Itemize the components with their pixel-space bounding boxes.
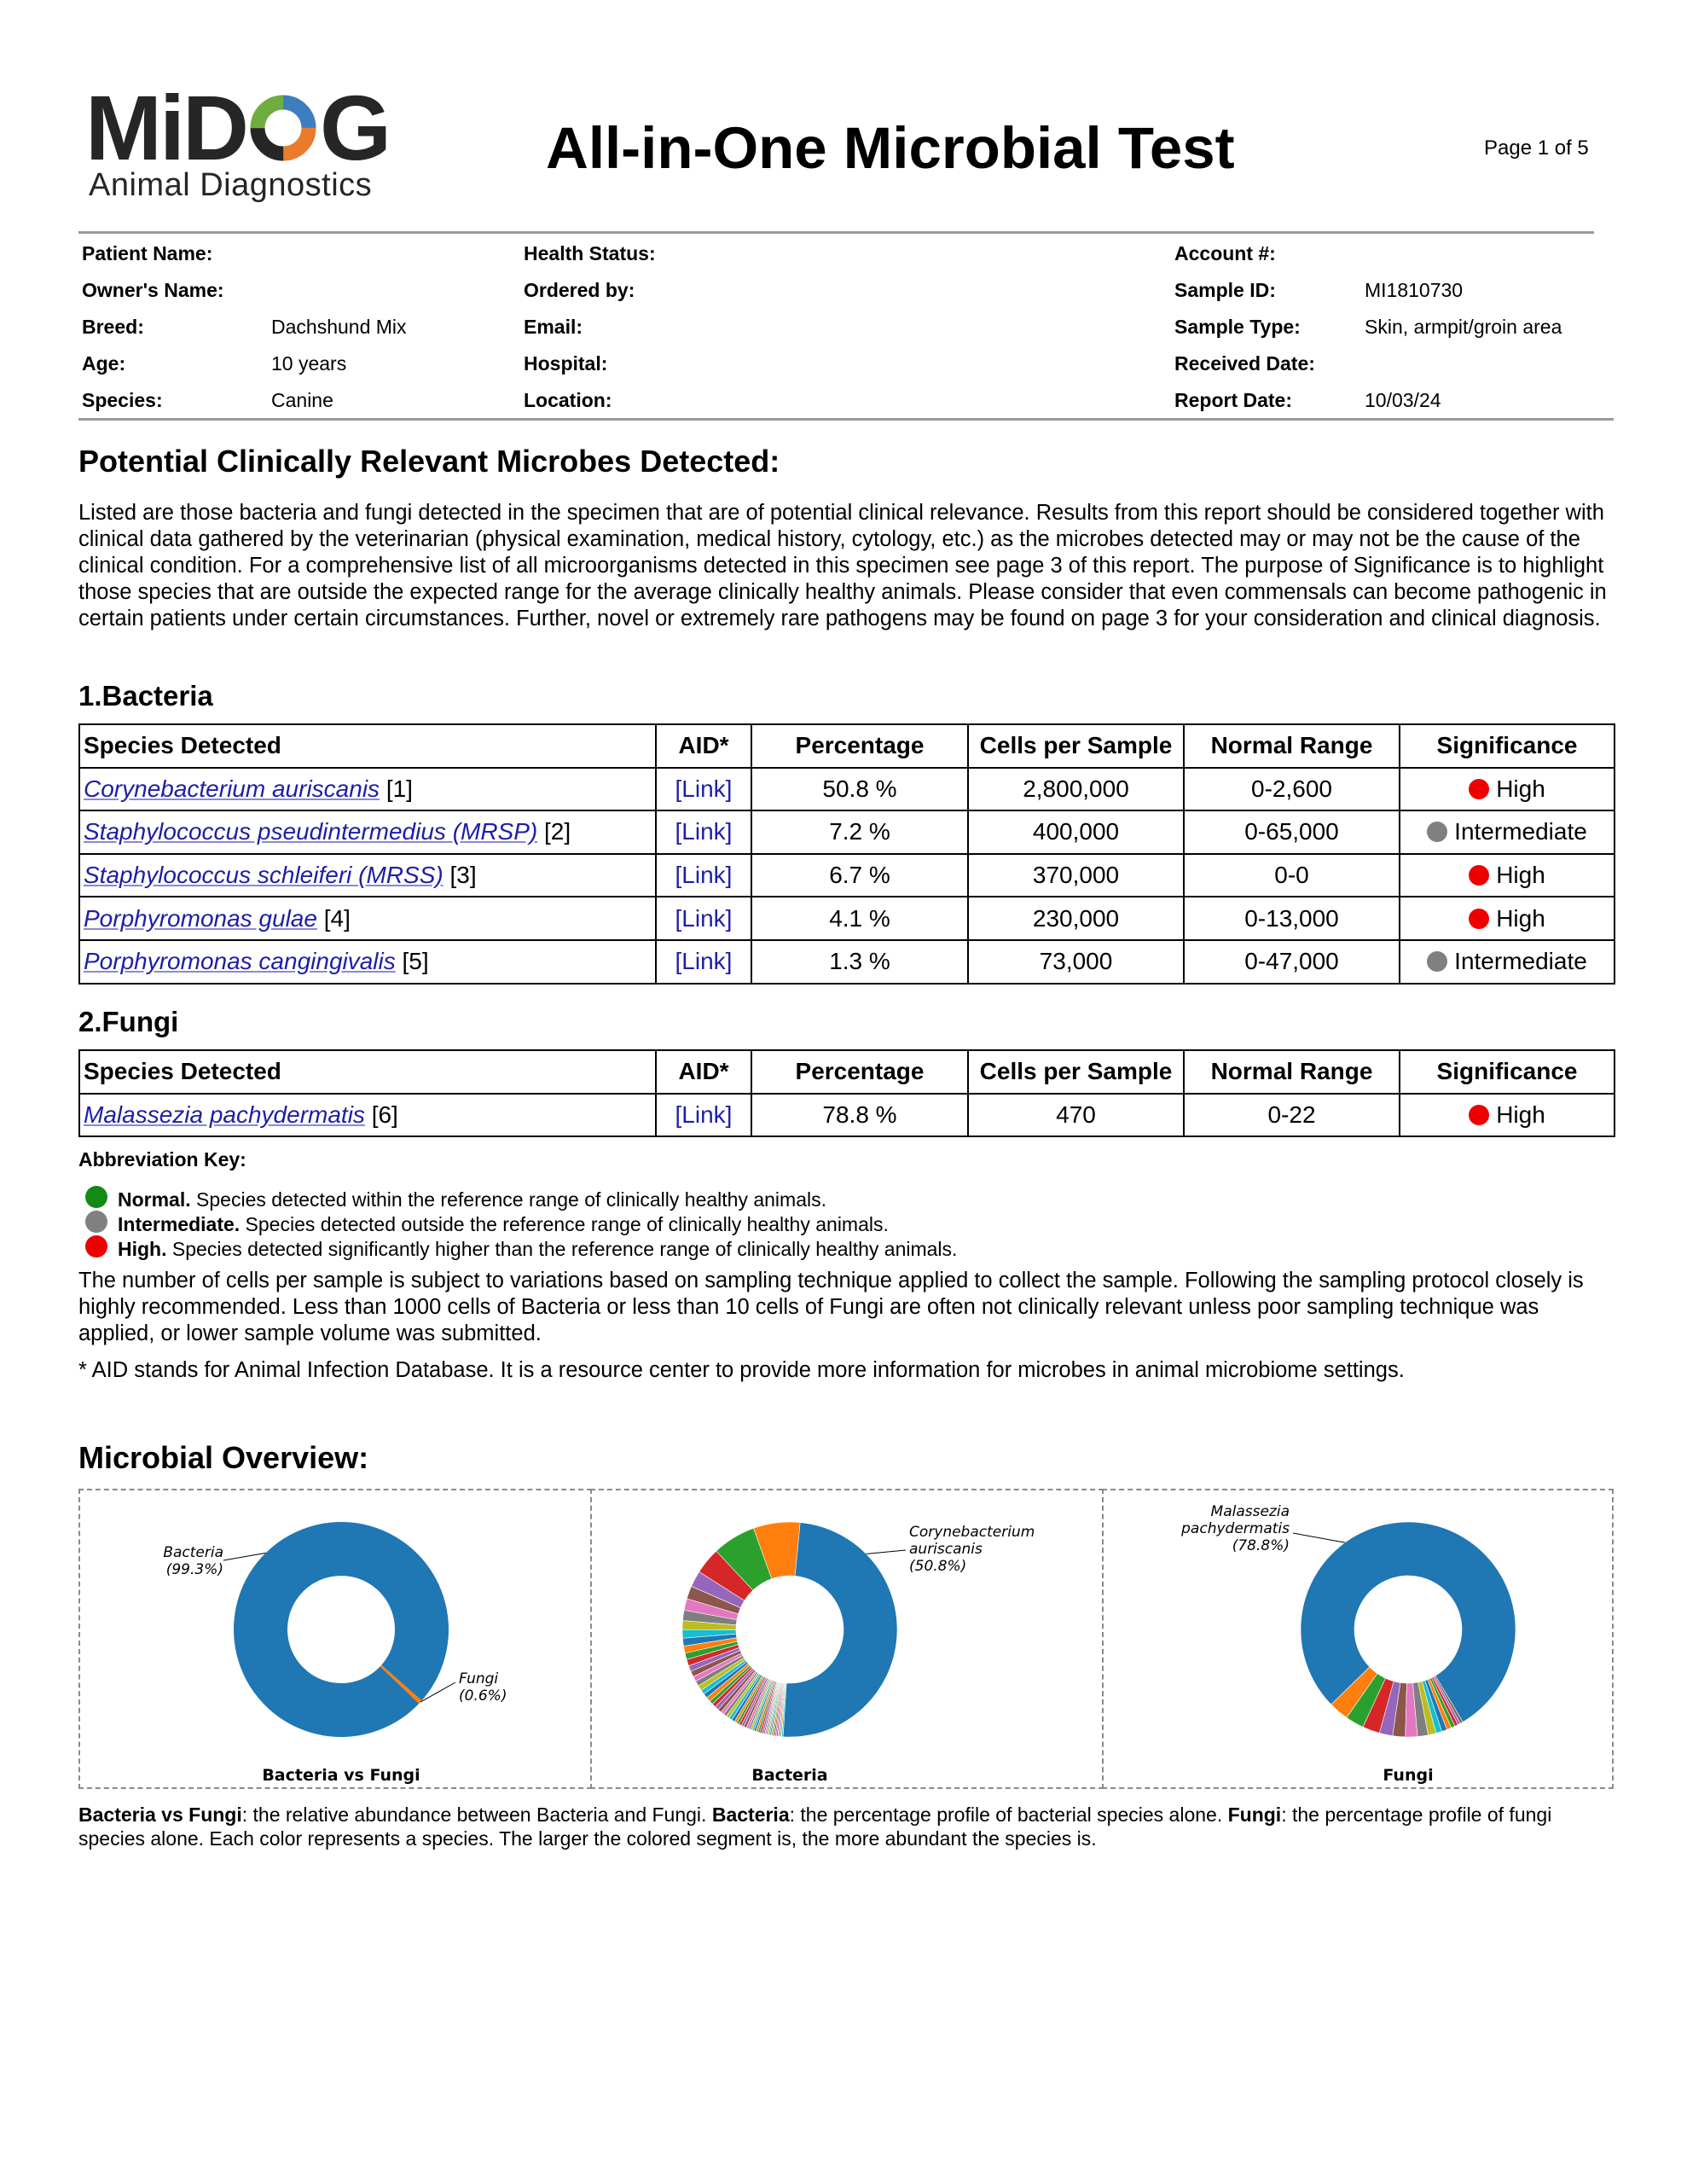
slice-label: Corynebacterium (909, 1524, 1035, 1541)
range-cell: 0-0 (1184, 854, 1400, 897)
col-significance-header: Significance (1400, 1050, 1615, 1094)
significance-cell (1400, 810, 1615, 854)
species-ref: [3] (449, 862, 477, 889)
key-term: Intermediate. (118, 1213, 241, 1235)
aid-link[interactable]: [Link] (675, 904, 733, 932)
info-value: MI1810730 (1365, 279, 1464, 301)
slice-label: Malassezia (1210, 1503, 1290, 1520)
slice-label: (78.8%) (1232, 1537, 1290, 1554)
significance-label: High (1496, 862, 1545, 889)
slice-label: auriscanis (909, 1541, 983, 1558)
info-label: Account #: (1174, 242, 1276, 264)
fungi-table (78, 1049, 1615, 1137)
col-significance-header: Significance (1400, 724, 1615, 768)
key-item (118, 1213, 889, 1236)
species-ref: [1] (386, 775, 413, 802)
significance-dot-icon (1427, 822, 1447, 842)
cells-cell: 2,800,000 (968, 768, 1184, 811)
info-label: Patient Name: (82, 242, 213, 264)
species-link[interactable]: Porphyromonas gulae (84, 904, 317, 932)
species-ref: [2] (544, 818, 571, 845)
cells-cell: 470 (968, 1094, 1184, 1137)
key-dot-icon (85, 1235, 107, 1258)
significance-dot-icon (1469, 865, 1489, 886)
col-range-header: Normal Range (1184, 724, 1400, 768)
species-ref: [6] (371, 1101, 398, 1128)
chart-title: Bacteria vs Fungi (262, 1766, 420, 1785)
info-value: Dachshund Mix (271, 316, 407, 338)
col-species-header: Species Detected (79, 724, 656, 768)
percentage-cell: 7.2 % (751, 810, 968, 854)
aid-cell (656, 940, 751, 984)
info-label: Ordered by: (524, 279, 635, 301)
info-label: Sample Type: (1174, 316, 1301, 338)
logo-ring-icon (248, 93, 318, 163)
key-dot-icon (85, 1186, 107, 1208)
caption-text: : the percentage profile of fungi species alone. Each color represents a species. The larger the colored segment is, the more abundant the species is. (78, 1804, 1552, 1850)
key-description: Species detected outside the reference range of clinically healthy animals. (240, 1213, 889, 1235)
logo-subtitle: Animal Diagnostics (89, 167, 373, 203)
caption-term: Fungi (1227, 1804, 1282, 1826)
significance-label: High (1496, 904, 1545, 932)
species-cell (79, 940, 656, 984)
col-cells-header: Cells per Sample (968, 724, 1184, 768)
info-label: Health Status: (524, 242, 656, 264)
aid-link[interactable]: [Link] (675, 862, 733, 889)
cells-cell: 370,000 (968, 854, 1184, 897)
range-cell: 0-65,000 (1184, 810, 1400, 854)
aid-link[interactable]: [Link] (675, 775, 733, 802)
col-aid-header: AID* (656, 1050, 751, 1094)
leader-line (1293, 1533, 1345, 1542)
significance-dot-icon (1469, 1105, 1489, 1125)
pie-slice (783, 1523, 897, 1737)
species-link[interactable]: Porphyromonas cangingivalis (84, 948, 396, 975)
significance-dot-icon (1469, 779, 1489, 799)
info-value: 10 years (271, 352, 347, 375)
percentage-cell: 4.1 % (751, 897, 968, 940)
fungi-heading: 2.Fungi (78, 1006, 179, 1037)
aid-link[interactable]: [Link] (675, 948, 733, 975)
detected-intro: Listed are those bacteria and fungi detected in the specimen that are of potential clinical relevance. Results from this report should be considered together with clinical data gathered by the veterinarian (physical examination, medical history, cytology, etc.) as the microbes detected may or may not be the cause of the clinical condition. For a comprehensive list of all microorganisms detected in this specimen see page 3 of this report. The purpose of Significance is to highlight those species that are outside the expected range for the average clinically healthy animals. Please consider that even commensals can become pathogenic in certain patients under certain circumstances. Further, novel or extremely rare pathogens may be found on page 3 for your consideration and clinical diagnosis. (78, 501, 1607, 630)
bacteria-table (78, 723, 1615, 985)
range-cell: 0-22 (1184, 1094, 1400, 1137)
slice-label: Bacteria (163, 1544, 223, 1561)
overview-caption (78, 1803, 1614, 1850)
range-cell: 0-13,000 (1184, 897, 1400, 940)
info-label: Breed: (82, 316, 144, 338)
significance-cell (1400, 854, 1615, 897)
significance-dot-icon (1427, 951, 1447, 972)
aid-cell (656, 854, 751, 897)
info-label: Sample ID: (1174, 279, 1276, 301)
cells-note: The number of cells per sample is subject to variations based on sampling technique applied to collect the sample. Following the sampling protocol closely is highly recommended. Less than 1000 cells of Bacteria or less than 10 cells of Fungi are often not clinically relevant unless poor sampling technique was applied, or lower sample volume was submitted. (78, 1269, 1584, 1345)
species-ref: [5] (402, 948, 429, 975)
logo-text-d: D (182, 76, 246, 179)
aid-cell (656, 897, 751, 940)
caption-term: Bacteria vs Fungi (78, 1804, 242, 1826)
significance-cell (1400, 768, 1615, 811)
species-cell (79, 810, 656, 854)
fungi-chart (1104, 1490, 1612, 1787)
info-label: Species: (82, 389, 163, 411)
slice-label: Fungi (459, 1670, 499, 1687)
aid-link[interactable]: [Link] (675, 818, 733, 845)
info-label: Hospital: (524, 352, 608, 375)
percentage-cell: 78.8 % (751, 1094, 968, 1137)
slice-label: (0.6%) (459, 1687, 507, 1705)
species-cell (79, 897, 656, 940)
table-row (79, 940, 1615, 984)
significance-label: Intermediate (1454, 948, 1587, 975)
page-number: Page 1 of 5 (1484, 136, 1589, 160)
logo-text-g: G (319, 76, 389, 179)
species-link[interactable]: Staphylococcus pseudintermedius (MRSP) (84, 818, 538, 845)
significance-cell (1400, 897, 1615, 940)
info-value: 10/03/24 (1365, 389, 1441, 411)
header-divider (78, 231, 1594, 234)
midog-logo (85, 76, 389, 179)
bacteria-chart (592, 1490, 1102, 1787)
aid-cell (656, 1094, 751, 1137)
significance-label: Intermediate (1454, 818, 1587, 845)
aid-note: * AID stands for Animal Infection Database. It is a resource center to provide more information for microbes in animal microbiome settings. (78, 1358, 1405, 1382)
table-row (79, 897, 1615, 940)
range-cell: 0-47,000 (1184, 940, 1400, 984)
range-cell: 0-2,600 (1184, 768, 1400, 811)
info-value: Skin, armpit/groin area (1365, 316, 1562, 338)
percentage-cell: 6.7 % (751, 854, 968, 897)
cells-cell: 400,000 (968, 810, 1184, 854)
info-value: Canine (271, 389, 333, 411)
slice-label: (99.3%) (165, 1561, 223, 1578)
info-label: Email: (524, 316, 583, 338)
col-species-header: Species Detected (79, 1050, 656, 1094)
slice-label: (50.8%) (909, 1558, 967, 1575)
col-range-header: Normal Range (1184, 1050, 1400, 1094)
table-row (79, 768, 1615, 811)
info-label: Owner's Name: (82, 279, 224, 301)
fungi-panel (1102, 1489, 1614, 1789)
significance-dot-icon (1469, 909, 1489, 929)
key-description: Species detected within the reference range of clinically healthy animals. (190, 1188, 826, 1211)
info-label: Report Date: (1174, 389, 1293, 411)
abbreviation-key-heading: Abbreviation Key: (78, 1148, 246, 1170)
percentage-cell: 1.3 % (751, 940, 968, 984)
leader-line (867, 1550, 906, 1554)
info-label: Age: (82, 352, 126, 375)
species-link[interactable]: Corynebacterium auriscanis (84, 775, 380, 802)
species-ref: [4] (323, 904, 351, 932)
slice-label: pachydermatis (1181, 1520, 1290, 1537)
aid-cell (656, 768, 751, 811)
key-item (118, 1238, 957, 1261)
aid-link[interactable]: [Link] (675, 1101, 733, 1128)
significance-label: High (1496, 775, 1545, 802)
table-row (79, 810, 1615, 854)
col-aid-header: AID* (656, 724, 751, 768)
bacteria-heading: 1.Bacteria (78, 680, 213, 712)
caption-text: : the percentage profile of bacterial species alone. (789, 1804, 1228, 1826)
bacteria-vs-fungi-chart (80, 1490, 590, 1787)
caption-term: Bacteria (711, 1804, 790, 1826)
key-term: Normal. (118, 1188, 191, 1211)
table-header-row (79, 724, 1615, 768)
chart-title: Bacteria (751, 1766, 828, 1785)
leader-line (223, 1553, 265, 1560)
cells-cell: 230,000 (968, 897, 1184, 940)
info-label: Location: (524, 389, 612, 411)
bacteria-vs-fungi-panel (78, 1489, 592, 1789)
cells-cell: 73,000 (968, 940, 1184, 984)
species-cell (79, 854, 656, 897)
pie-slice (234, 1522, 449, 1737)
key-term: High. (118, 1238, 167, 1260)
aid-cell (656, 810, 751, 854)
caption-text: : the relative abundance between Bacteria and Fungi. (241, 1804, 712, 1826)
table-header-row (79, 1050, 1615, 1094)
key-description: Species detected significantly higher than the reference range of clinically healthy animals. (166, 1238, 958, 1260)
significance-cell (1400, 940, 1615, 984)
significance-label: High (1496, 1101, 1545, 1128)
col-percentage-header: Percentage (751, 724, 968, 768)
key-item (118, 1188, 826, 1211)
percentage-cell: 50.8 % (751, 768, 968, 811)
significance-cell (1400, 1094, 1615, 1137)
info-label: Received Date: (1174, 352, 1315, 375)
info-divider (78, 418, 1614, 421)
species-cell (79, 768, 656, 811)
overview-heading: Microbial Overview: (78, 1440, 369, 1475)
col-cells-header: Cells per Sample (968, 1050, 1184, 1094)
bacteria-panel (590, 1489, 1104, 1789)
report-title: All-in-One Microbial Test (546, 115, 1235, 181)
chart-title: Fungi (1383, 1766, 1434, 1785)
logo-text-mi: Mi (85, 76, 183, 179)
species-link[interactable]: Staphylococcus schleiferi (MRSS) (84, 862, 443, 889)
table-row (79, 854, 1615, 897)
col-percentage-header: Percentage (751, 1050, 968, 1094)
key-dot-icon (85, 1211, 107, 1233)
species-cell (79, 1094, 656, 1137)
detected-heading: Potential Clinically Relevant Microbes Detected: (78, 444, 780, 479)
table-row (79, 1094, 1615, 1137)
species-link[interactable]: Malassezia pachydermatis (84, 1101, 365, 1128)
